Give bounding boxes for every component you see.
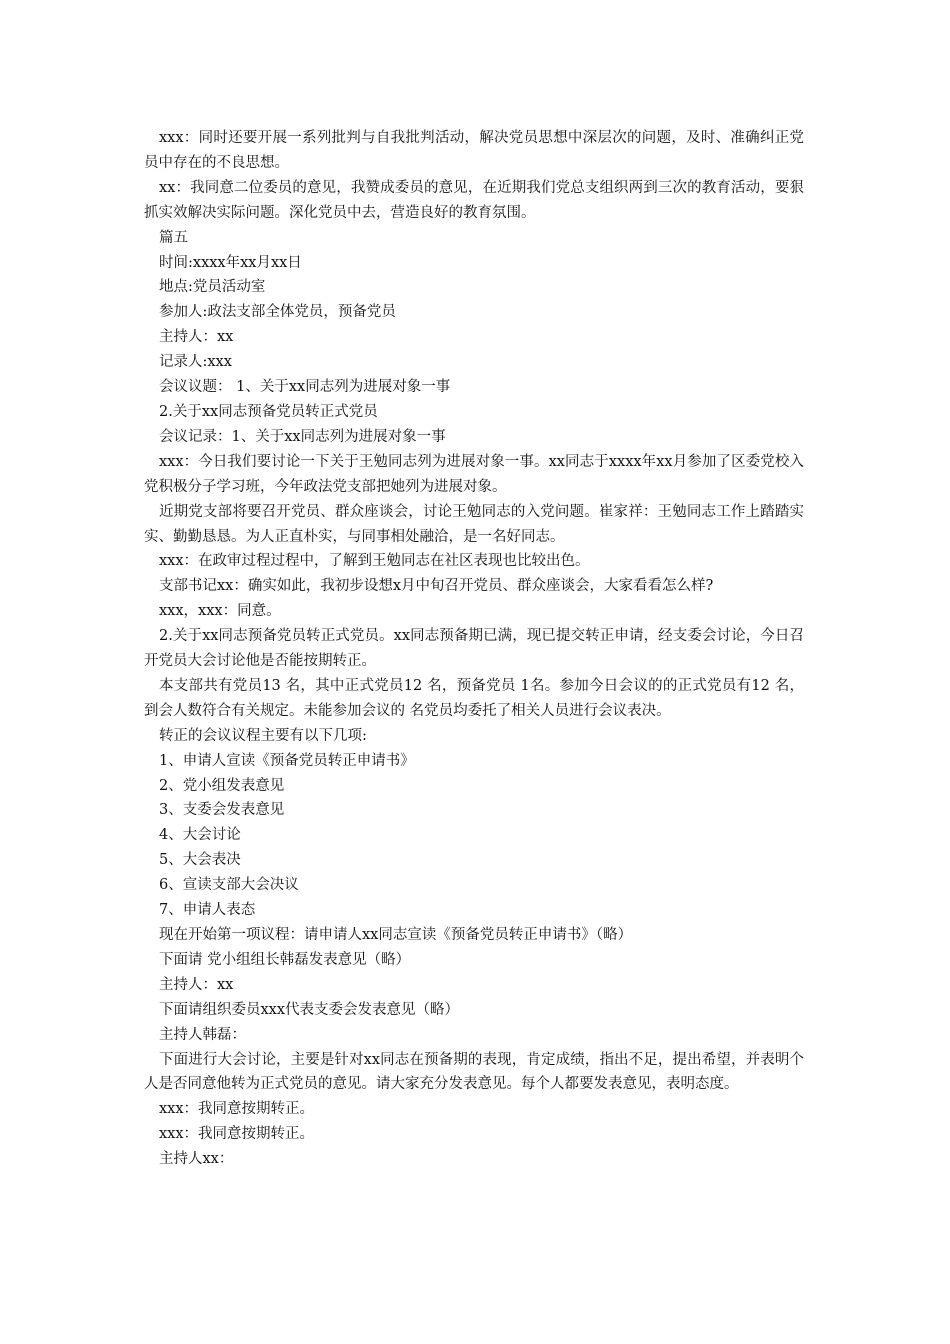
- meeting-location: 地点:党员活动室: [159, 279, 266, 296]
- meeting-recorder: 记录人:xxx: [159, 354, 232, 371]
- agenda-item: 2、党小组发表意见: [159, 777, 285, 794]
- paragraph: 2.关于xx同志预备党员转正式党员。xx同志预备期已满，现已提交转正申请，经支委会讨论，今日召开党员大会讨论他是否能按期转正。: [144, 628, 804, 670]
- agenda-item: 6、宣读支部大会决议: [159, 877, 299, 894]
- document-body: [144, 126, 804, 1172]
- paragraph: 支部书记xx：确实如此，我初步设想x月中旬召开党员、群众座谈会，大家看看怎么样?: [159, 578, 714, 595]
- meeting-host: 主持人：xx: [159, 329, 234, 346]
- meeting-record-heading: 会议记录：1、关于xx同志列为进展对象一事: [159, 428, 446, 445]
- paragraph: 下面请 党小组组长韩磊发表意见（略）: [159, 951, 411, 968]
- paragraph: 下面请组织委员xxx代表支委会发表意见（略）: [159, 1001, 460, 1018]
- paragraph: 下面进行大会讨论，主要是针对xx同志在预备期的表现，肯定成绩，指出不足，提出希望，并表明个人是否同意他转为正式党员的意见。请大家充分发表意见。每个人都要发表意见，表明态度。: [144, 1051, 804, 1093]
- section-heading: 篇五: [159, 229, 188, 246]
- agenda-item: 1、申请人宣读《预备党员转正申请书》: [159, 752, 415, 769]
- paragraph: 主持人：xx: [159, 976, 234, 993]
- meeting-topic-2: 2.关于xx同志预备党员转正式党员: [159, 403, 378, 420]
- agenda-heading: 转正的会议议程主要有以下几项:: [159, 727, 367, 744]
- paragraph: 主持人韩磊：: [159, 1026, 246, 1043]
- paragraph: xxx：我同意按期转正。: [159, 1126, 315, 1143]
- paragraph: xxx：我同意按期转正。: [159, 1101, 315, 1118]
- meeting-time: 时间:xxxx年xx月xx日: [159, 254, 302, 271]
- paragraph: 近期党支部将要召开党员、群众座谈会，讨论王勉同志的入党问题。崔家祥：王勉同志工作上踏踏实实、勤勤恳恳。为人正直朴实，与同事相处融洽，是一名好同志。: [144, 503, 804, 545]
- paragraph: 现在开始第一项议程：请申请人xx同志宣读《预备党员转正申请书》（略）: [159, 927, 633, 943]
- agenda-item: 3、支委会发表意见: [159, 802, 285, 819]
- paragraph: xx：我同意二位委员的意见，我赞成委员的意见，在近期我们党总支组织两到三次的教育活动，要狠抓实效解决实际问题。深化党员中去，营造良好的教育氛围。: [144, 179, 804, 221]
- paragraph: xxx：今日我们要讨论一下关于王勉同志列为进展对象一事。xx同志于xxxx年xx月参加了区委党校入党积极分子学习班，今年政法党支部把她列为进展对象。: [144, 453, 804, 495]
- paragraph: xxx，xxx：同意。: [159, 603, 281, 620]
- agenda-item: 5、大会表决: [159, 852, 241, 869]
- meeting-participants: 参加人:政法支部全体党员，预备党员: [159, 304, 396, 321]
- paragraph: xxx：在政审过程过程中，了解到王勉同志在社区表现也比较出色。: [159, 553, 590, 570]
- agenda-item: 4、大会讨论: [159, 827, 241, 844]
- paragraph: xxx：同时还要开展一系列批判与自我批判活动，解决党员思想中深层次的问题，及时、准确纠正党员中存在的不良思想。: [144, 130, 804, 171]
- paragraph: 本支部共有党员13 名，其中正式党员12 名，预备党员 1名。参加今日会议的的正式党员有12 名，到会人数符合有关规定。未能参加会议的 名党员均委托了相关人员进行会议表决。: [144, 677, 804, 719]
- paragraph: 主持人xx：: [159, 1151, 234, 1168]
- agenda-item: 7、申请人表态: [159, 902, 256, 919]
- meeting-topic-1: 会议议题： 1、关于xx同志列为进展对象一事: [159, 379, 451, 396]
